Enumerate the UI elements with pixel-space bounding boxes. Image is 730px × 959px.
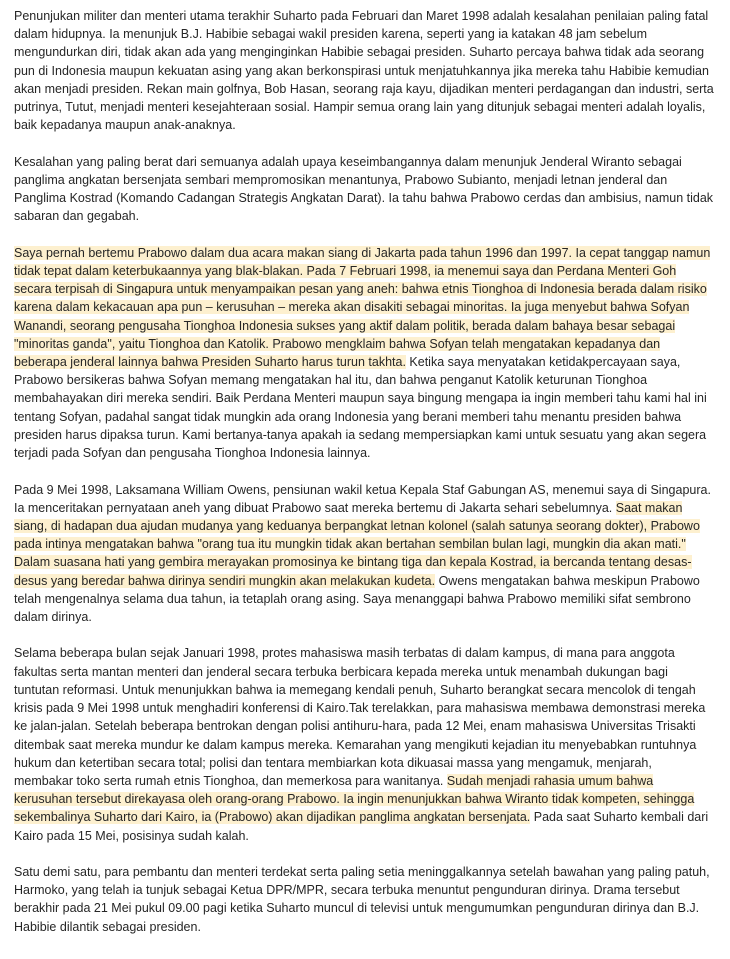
highlighted-text: Saat makan siang, di hadapan dua ajudan mudanya yang keduanya berpangkat letnan kolonel (salah satunya seorang dokter), Prabowo pada intinya mengatakan bahwa "orang tua itu mungkin tidak akan bertahan sembilan bulan lagi, mungkin dia akan mati." Dalam suasana hati yang gembira merayakan promosinya ke bintang tiga dan kepala Kostrad, ia bercanda tentang desas-desus yang beredar bahwa dirinya sendiri mungkin akan melakukan kudeta.: [14, 500, 700, 588]
highlighted-text: Sudah menjadi rahasia umum bahwa kerusuhan tersebut direkayasa oleh orang-orang Prabowo. Ia ingin menunjukkan bahwa Wiranto tidak kompeten, sehingga sekembalinya Suharto dari Kairo, ia (Prabowo) akan dijadikan panglima angkatan bersenjata.: [14, 773, 695, 825]
document-body: [14, 7, 714, 954]
highlighted-text: Saya pernah bertemu Prabowo dalam dua acara makan siang di Jakarta pada tahun 1996 dan 1997. Ia cepat tanggap namun tidak tepat dalam keterbukaannya yang blak-blakan. Pada 7 Februari 1998, ia menemui saya dan Perdana Menteri Goh secara terpisah di Singapura untuk menyampaikan pesan yang aneh: bahwa etnis Tionghoa di Indonesia berada dalam risiko karena dalam kekacauan apa pun – kerusuhan – mereka akan disakiti sebagai minoritas. Ia juga menyebut bahwa Sofyan Wanandi, seorang pengusaha Tionghoa Indonesia sukses yang aktif dalam politik, berada dalam bahaya besar sebagai "minoritas ganda", yaitu Tionghoa dan Katolik. Prabowo mengklaim bahwa Sofyan telah mengatakan kepadanya dan beberapa jenderal lainnya bahwa Presiden Suharto harus turun takhta.: [14, 245, 711, 370]
paragraph: [14, 644, 714, 844]
text-segment: Pada saat Suharto kembali dari Kairo pada 15 Mei, posisinya sudah kalah.: [14, 810, 709, 843]
paragraph: [14, 7, 714, 134]
paragraph: [14, 863, 714, 936]
text-segment: Ketika saya menyatakan ketidakpercayaan saya, Prabowo bersikeras bahwa Sofyan memang mengatakan hal itu, dan bahwa penganut Katolik keturunan Tionghoa membahayakan diri mereka sendiri. Baik Perdana Menteri maupun saya bingung mengapa ia ingin memberi tahu kami hal ini tentang Sofyan, padahal sangat tidak mungkin ada orang Indonesia yang berani memberi tahu menantu presiden bahwa presiden harus dipaksa turun. Kami bertanya-tanya apakah ia sedang mempersiapkan kami untuk sesuatu yang akan segera terjadi pada Sofyan dan pengusaha Tionghoa Indonesia lainnya.: [14, 355, 707, 461]
text-segment: Pada 9 Mei 1998, Laksamana William Owens, pensiunan wakil ketua Kepala Staf Gabungan AS, menemui saya di Singapura. Ia menceritakan pernyataan aneh yang dibuat Prabowo saat mereka bertemu di Jakarta sehari sebelumnya.: [14, 482, 711, 515]
text-segment: Owens mengatakan bahwa meskipun Prabowo telah mengenalnya selama dua tahun, ia tetaplah orang asing. Saya menanggapi bahwa Prabowo memiliki sifat sembrono dalam dirinya.: [14, 573, 700, 624]
text-segment: Satu demi satu, para pembantu dan menteri terdekat serta paling setia meninggalkannya setelah bawahan yang paling patuh, Harmoko, yang telah ia tunjuk sebagai Ketua DPR/MPR, secara terbuka menuntut pengunduran dirinya. Drama tersebut berakhir pada 21 Mei pukul 09.00 pagi ketika Suharto muncul di televisi untuk mengumumkan pengunduran dirinya dan B.J. Habibie dilantik sebagai presiden.: [14, 865, 710, 934]
paragraph: [14, 153, 714, 226]
paragraph: [14, 244, 714, 462]
paragraph: [14, 481, 714, 627]
text-segment: Kesalahan yang paling berat dari semuanya adalah upaya keseimbangannya dalam menunjuk Jenderal Wiranto sebagai panglima angkatan bersenjata sembari mempromosikan menantunya, Prabowo Subianto, menjadi letnan jenderal dan Panglima Kostrad (Komando Cadangan Strategis Angkatan Darat). Ia tahu bahwa Prabowo cerdas dan ambisius, namun tidak sabaran dan gegabah.: [14, 154, 714, 224]
text-segment: Penunjukan militer dan menteri utama terakhir Suharto pada Februari dan Maret 1998 adalah kesalahan penilaian paling fatal dalam hidupnya. Ia menunjuk B.J. Habibie sebagai wakil presiden karena, seperti yang ia katakan 48 jam sebelum mengundurkan diri, tidak akan ada yang menginginkan Habibie sebagai presiden. Suharto percaya bahwa tidak ada seorang pun di Indonesia maupun kekuatan asing yang akan berkonspirasi untuk menjatuhkannya jika mereka tahu Habibie kemudian akan menjadi presiden. Rekan main golfnya, Bob Hasan, seorang raja kayu, dijadikan menteri perdagangan dan industri, serta putrinya, Tutut, menjadi menteri kesejahteraan sosial. Hampir semua orang lain yang ditunjuk sebagai menteri adalah loyalis, baik kepadanya maupun anak-anaknya.: [14, 9, 714, 133]
text-segment: Selama beberapa bulan sejak Januari 1998, protes mahasiswa masih terbatas di dalam kampus, di mana para anggota fakultas serta mantan menteri dan jenderal secara terbuka berbicara kepada mereka untuk menambah dukungan bagi tuntutan reformasi. Untuk menunjukkan bahwa ia memegang kendali penuh, Suharto berangkat secara mencolok di tengah krisis pada 9 Mei 1998 untuk menghadiri konferensi di Kairo.Tak terelakkan, para mahasiswa membawa demonstrasi mereka ke jalan-jalan. Setelah beberapa bentrokan dengan polisi antihuru-hara, pada 12 Mei, enam mahasiswa Universitas Trisakti ditembak saat mereka mundur ke dalam kampus mereka. Kemarahan yang mengikuti kejadian itu menyebabkan runtuhnya hukum dan ketertiban secara total; polisi dan tentara membiarkan kota dikuasai massa yang mengamuk, menjarah, membakar toko serta rumah etnis Tionghoa, dan memerkosa para wanitanya.: [14, 646, 706, 788]
